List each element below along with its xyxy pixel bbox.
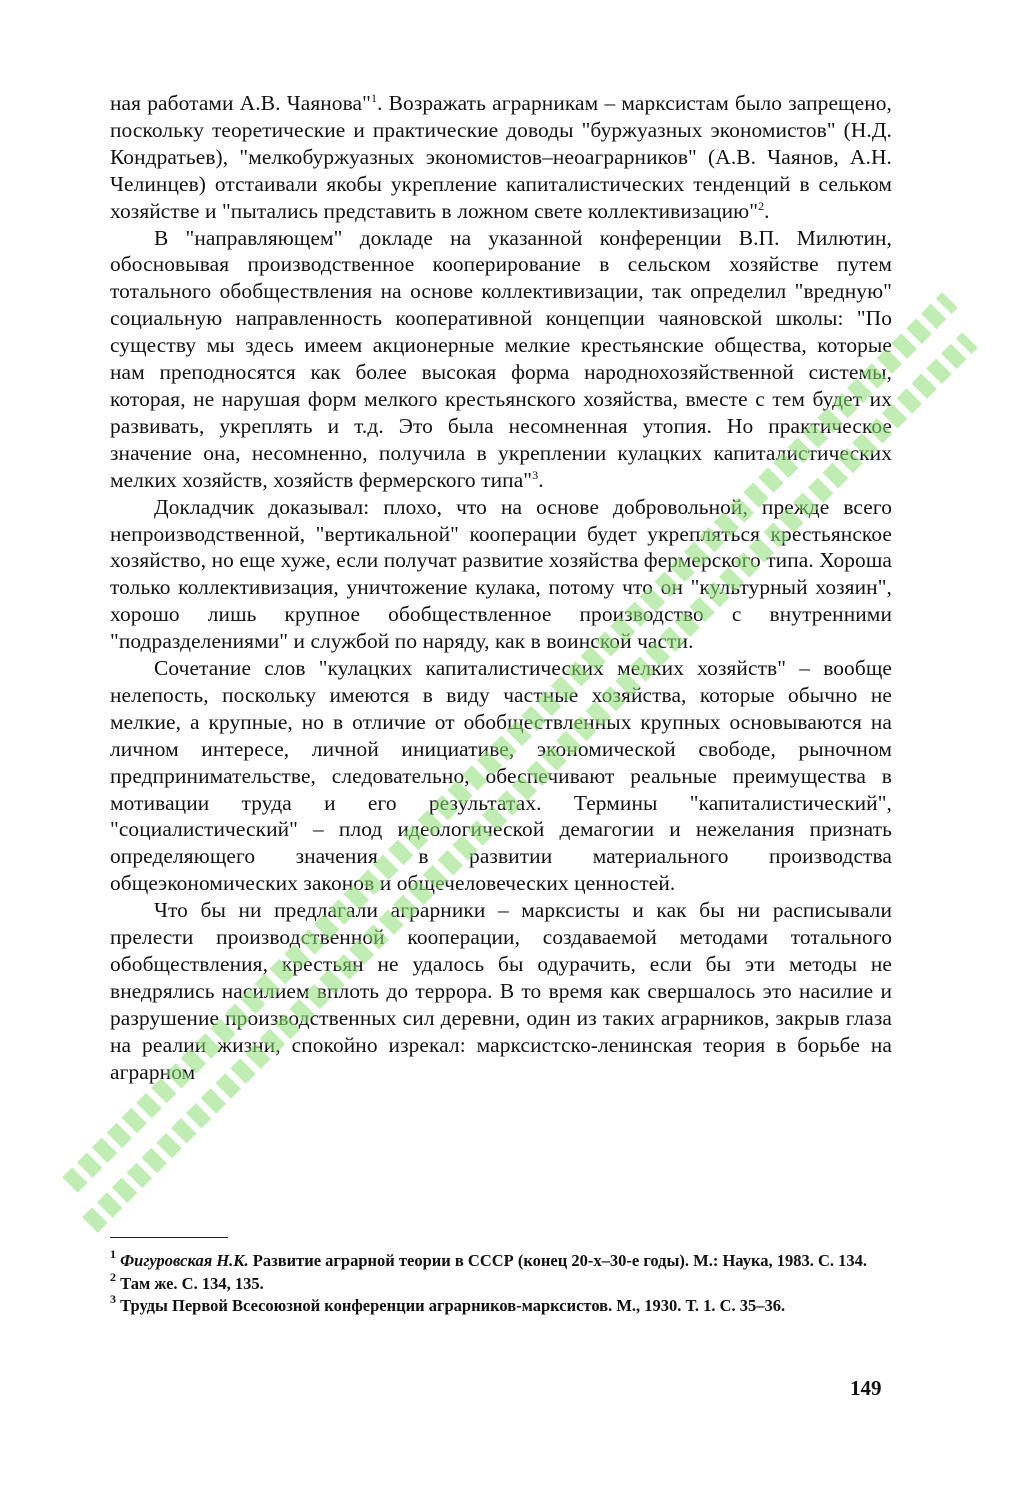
footnotes [110, 1247, 892, 1318]
footnote-3 [110, 1292, 892, 1317]
paragraph-2-tail: . [538, 467, 544, 492]
page-number: 149 [850, 1376, 882, 1400]
footnote-author: Фигуровская Н.К. [120, 1251, 249, 1270]
main-text [110, 90, 892, 1086]
footnote-2 [110, 1269, 892, 1295]
footnote-mark: 2 [110, 1269, 116, 1284]
paragraph-1-tail: . Возражать аграрникам – марксистам было запрещено, поскольку теоретические и практические доводы "буржуазных экономистов" (Н.Д. Кондратьев), "мелкобуржуазных экономистов–неоаграрников" (А.В. Чаянов, А.Н. Челинцев) отстаивали якобы укрепление капиталистических тенденций в сельком хозяйстве и "пытались представить в ложном свете коллективизацию" [110, 91, 892, 223]
footnote-text: Развитие аграрной теории в СССР (конец 20-х–30-е годы). М.: Наука, 1983. С. 134. [248, 1251, 868, 1270]
paragraph-1-tail-end: . [764, 198, 770, 223]
paragraph-3: Докладчик доказывал: плохо, что на основе добровольной, прежде всего непроизводственной, "вертикальной" кооперации будет укрепляться крестьянское хозяйство, но еще хуже, если получат развитие хозяйства фермерского типа. Хороша только коллективизация, уничтожение кулака, потому что он "культурный хозяин", хорошо лишь крупное обобществленное производство с внутренними "подразделениями" и службой по наряду, как в воинской части. [110, 494, 892, 654]
footnote-text: Там же. С. 134, 135. [120, 1273, 264, 1293]
paragraph-2-text: В "направляющем" докладе на указанной конференции В.П. Милютин, обосновывая производственное кооперирование в сельском хозяйстве путем тотального обобществления на основе коллективизации, так определил "вредную" социальную направленность кооперативной концепции чаяновской школы: "По существу мы здесь имеем акционерные мелкие крестьянские общества, которые нам преподносятся как более высокая форма народнохозяйственной системы, которая, не нарушая форм мелкого крестьянского хозяйства, вместе с тем будет их развивать, укреплять и т.д. Это была несомненная утопия. Но практическое значение она, несомненно, получила в укреплении кулацких капиталистических мелких хозяйств, хозяйств фермерского типа" [110, 225, 892, 492]
footnote-mark: 1 [110, 1247, 116, 1261]
footnote-divider [110, 1237, 228, 1238]
footnote-text: Труды Первой Всесоюзной конференции аграрников-марксистов. М., 1930. Т. 1. С. 35–36. [120, 1296, 786, 1315]
footnote-1 [110, 1247, 892, 1272]
paragraph-2 [110, 225, 892, 494]
paragraph-5: Что бы ни предлагали аграрники – марксисты и как бы ни расписывали прелести производственной кооперации, создаваемой методами тотального обобществления, крестьян не удалось бы одурачить, если бы эти методы не внедрялись насилием вплоть до террора. В то время как свершалось это насилие и разрушение производственных сил деревни, один из таких аграрников, закрыв глаза на реалии жизни, спокойно изрекал: марксистско-ленинская теория в борьбе на аграрном [110, 898, 892, 1084]
paragraph-1 [110, 90, 892, 225]
paragraph-1-text: ная работами А.В. Чаянова" [110, 91, 371, 115]
footnote-ref-1: 1 [370, 91, 378, 105]
footnote-ref-3: 3 [532, 467, 539, 482]
paragraph-4: Сочетание слов "кулацких капиталистических мелких хозяйств" – вообще нелепость, поскольку имеются в виду частные хозяйства, которые обычно не мелкие, а крупные, но в отличие от обобществленных крупных основываются на личном интересе, личной инициативе, экономической свободе, рыночном предпринимательстве, следовательно, обеспечивают реальные преимущества в мотивации труда и его результатах. Термины "капиталистический", "социалистический" – плод идеологической демагогии и нежелания признать определяющего значения в развитии материального производства общеэкономических законов и общечеловеческих ценностей. [110, 656, 892, 896]
footnote-ref-2: 2 [758, 198, 765, 213]
footnote-mark: 3 [110, 1292, 116, 1306]
